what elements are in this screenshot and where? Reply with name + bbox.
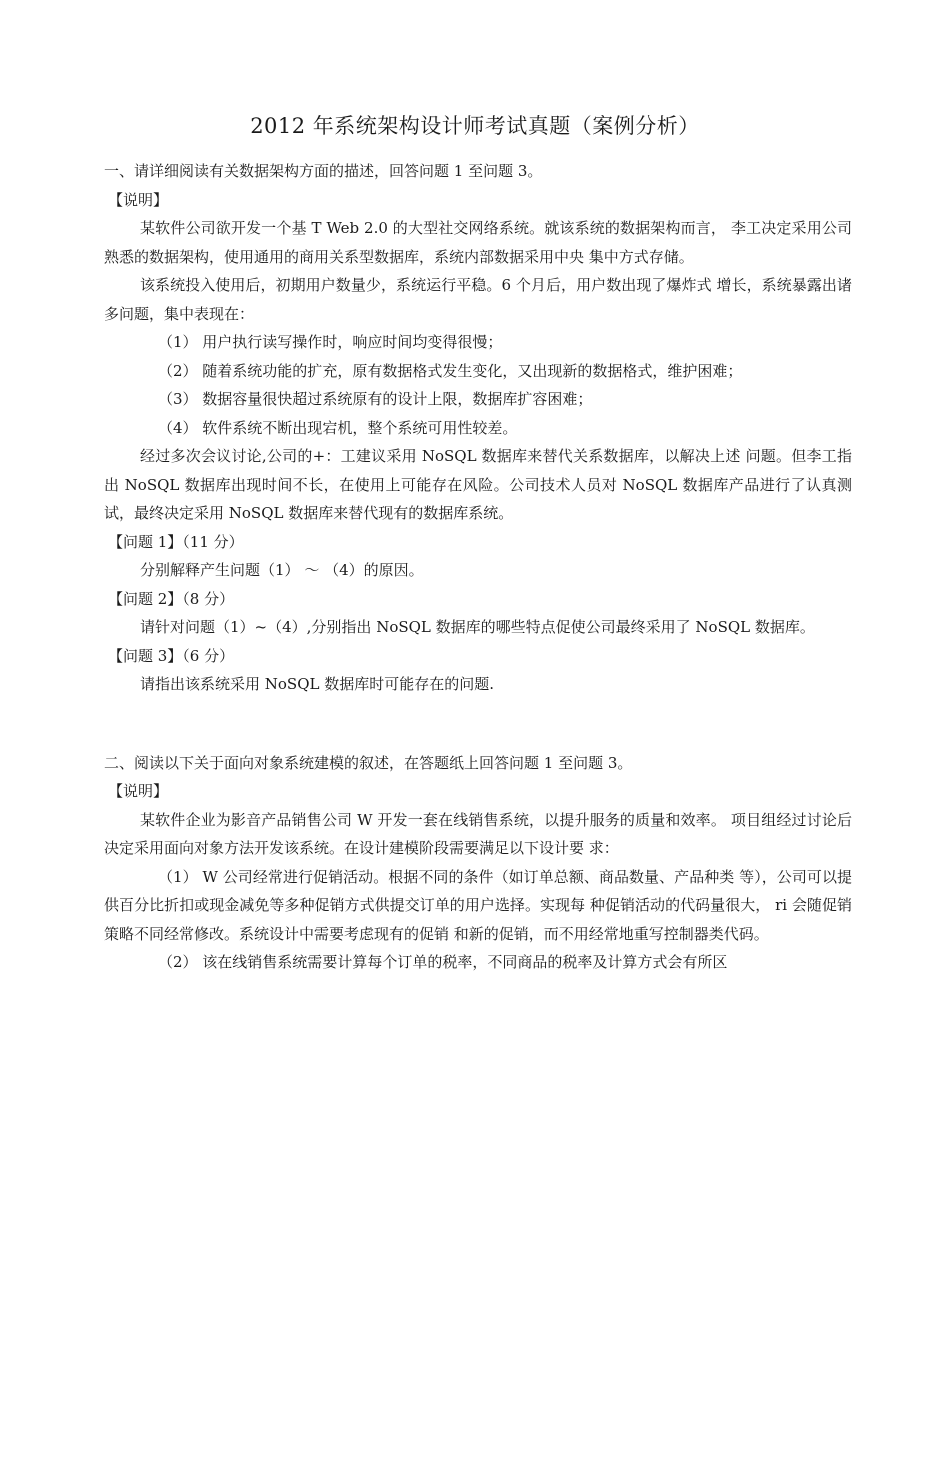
list-item: （2） 随着系统功能的扩充，原有数据格式发生变化，又出现新的数据格式，维护困难； <box>158 361 743 380</box>
list-item: （2） 该在线销售系统需要计算每个订单的税率，不同商品的税率及计算方式会有所区 <box>158 953 728 971</box>
section2-desc-label: 【说明】 <box>108 782 169 800</box>
question2-text: 请针对问题（1）~（4）,分别指出 NoSQL 数据库的哪些特点促使公司最终采用了 NoSQL 数据库。 <box>140 618 815 636</box>
section2-heading: 二、阅读以下关于面向对象系统建模的叙述，在答题纸上回答问题 1 至问题 3。 <box>104 753 633 772</box>
document-body <box>104 157 852 977</box>
section1-desc-label: 【说明】 <box>108 190 169 209</box>
question3-text: 请指出该系统采用 NoSQL 数据库时可能存在的问题. <box>140 675 494 693</box>
question2-label: 【问题 2】（8 分） <box>108 589 235 608</box>
list-item: （1） 用户执行读写操作时，响应时间均变得很慢； <box>158 333 503 351</box>
list-item: （1） W 公司经常进行促销活动。根据不同的条件（如订单总额、商品数量、产品种类 等），公司可以提供百分比折扣或现金减免等多种促销方式供提交订单的用户选择。实现每 种促销活动的代码量很大， ri 会随促销策略不同经常修改。系统设计中需要考虑现有的促销 和新的促销，而不用经常地重写控制器类代码。 <box>104 867 852 943</box>
section1-paragraph: 该系统投入使用后，初期用户数量少，系统运行平稳。6 个月后，用户数出现了爆炸式 增长，系统暴露出诸多问题，集中表现在： <box>104 276 852 323</box>
section1-heading: 一、请详细阅读有关数据架构方面的描述，回答问题 1 至问题 3。 <box>104 162 543 180</box>
question1-label: 【问题 1】（11 分） <box>108 532 244 551</box>
section1-paragraph: 某软件公司欲开发一个基 T Web 2.0 的大型社交网络系统。就该系统的数据架构而言， 李工决定采用公司熟悉的数据架构，使用通用的商用关系型数据库，系统内部数据采用中央 集中方式存储。 <box>104 219 852 266</box>
section1-paragraph: 经过多次会议讨论,公司的+：工建议采用 NoSQL 数据库来替代关系数据库，以解决上述 问题。但李工指出 NoSQL 数据库出现时间不长，在使用上可能存在风险。公司技术人员对 NoSQL 数据库产品进行了认真测试，最终决定采用 NoSQL 数据库来替代现有的数据库系统。 <box>104 447 852 522</box>
question3-label: 【问题 3】（6 分） <box>108 646 235 665</box>
section-spacer <box>104 699 852 749</box>
list-item: （4） 软件系统不断出现宕机，整个系统可用性较差。 <box>158 418 518 437</box>
list-item: （3） 数据容量很快超过系统原有的设计上限，数据库扩容困难； <box>158 390 593 408</box>
page-title: 2012 年系统架构设计师考试真题（案例分析） <box>250 114 700 138</box>
question1-text: 分别解释产生问题（1） ～ （4）的原因。 <box>140 561 424 579</box>
section2-paragraph: 某软件企业为影音产品销售公司 W 开发一套在线销售系统，以提升服务的质量和效率。 项目组经过讨论后决定采用面向对象方法开发该系统。在设计建模阶段需要满足以下设计要 求： <box>104 810 852 857</box>
